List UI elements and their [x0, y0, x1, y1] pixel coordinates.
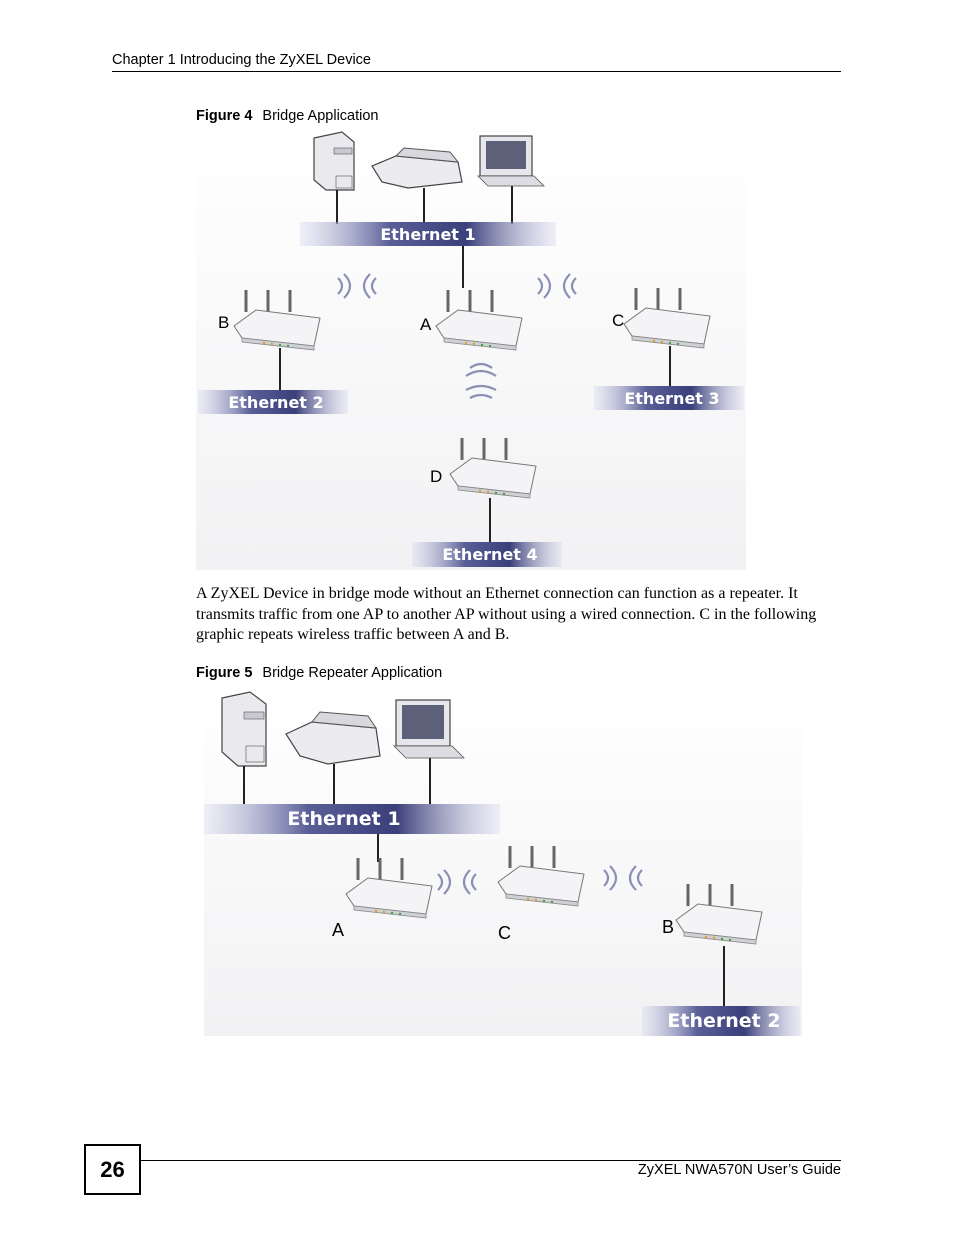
- server-icon: [314, 132, 354, 190]
- figure-5-label: Figure 5: [196, 665, 253, 681]
- page-number: 26: [84, 1144, 141, 1195]
- figure-5-title: Bridge Repeater Application: [262, 665, 443, 681]
- guide-title: ZyXEL NWA570N User’s Guide: [637, 1162, 841, 1178]
- ethernet-4-label: Ethernet 4: [442, 545, 538, 564]
- figure-5-caption: [196, 665, 442, 681]
- device-label-c: C: [498, 923, 511, 943]
- ethernet-2-label: Ethernet 2: [667, 1010, 781, 1032]
- device-label-d: D: [430, 467, 443, 486]
- device-label-b: B: [662, 917, 675, 937]
- server-icon: [222, 692, 266, 766]
- figure-4-bridge-diagram: [196, 128, 746, 570]
- figure-5-repeater-diagram: [204, 686, 802, 1036]
- ethernet-1-label: Ethernet 1: [287, 808, 401, 830]
- figure-4-label: Figure 4: [196, 108, 253, 124]
- device-label-a: A: [332, 920, 345, 940]
- header-rule: [112, 71, 841, 72]
- figure-4-title: Bridge Application: [262, 108, 379, 124]
- running-header: Chapter 1 Introducing the ZyXEL Device: [112, 52, 371, 68]
- footer-rule: [139, 1160, 841, 1161]
- figure-4-caption: [196, 108, 378, 124]
- ethernet-2-label: Ethernet 2: [228, 393, 324, 412]
- device-label-a: A: [420, 315, 432, 334]
- device-label-b: B: [218, 313, 230, 332]
- body-paragraph: A ZyXEL Device in bridge mode without an Ethernet connection can function as a repeater. It transmits traffic from one AP to another AP without using a wired connection. C in the following graphic repeats wireless traffic between A and B.: [196, 585, 817, 644]
- device-label-c: C: [612, 311, 625, 330]
- ethernet-3-label: Ethernet 3: [624, 389, 720, 408]
- ethernet-1-label: Ethernet 1: [380, 225, 476, 244]
